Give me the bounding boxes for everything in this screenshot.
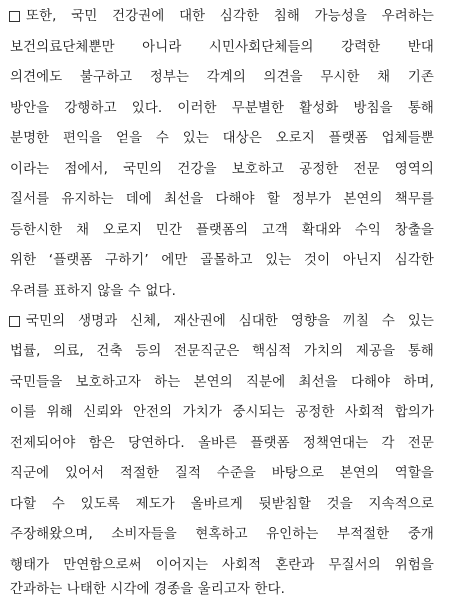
paragraph-line: 다할 수 있도록 제도가 올바르게 뒷받침할 것을 지속적으로 <box>10 497 434 512</box>
paragraph-line: 등한시한 채 오로지 민간 플랫폼의 고객 확대와 수익 창출을 <box>10 223 434 238</box>
paragraph-line: 직군에 있어서 적절한 질적 수준을 바탕으로 본연의 역할을 <box>10 466 434 481</box>
checkbox-bullet-icon <box>9 316 20 327</box>
paragraph-line: 이를 위해 신뢰와 안전의 가치가 중시되는 공정한 사회적 합의가 <box>10 405 434 420</box>
paragraph-line: 이라는 점에서, 국민의 건강을 보호하고 공정한 전문 영역의 <box>10 162 434 177</box>
paragraph-line: 방안을 강행하고 있다. 이러한 무분별한 활성화 방침을 통해 <box>10 101 434 116</box>
paragraph-line: 간과하는 나태한 시각에 경종을 울리고자 한다. <box>10 582 286 597</box>
paragraph-line: 위한 ‘플랫폼 구하기’ 에만 골몰하고 있는 것이 아닌지 심각한 <box>10 253 434 268</box>
paragraph-line: 분명한 편익을 얻을 수 있는 대상은 오로지 플랫폼 업체들뿐 <box>10 131 434 146</box>
paragraph-line: 주장해왔으며, 소비자들을 현혹하고 유인하는 부적절한 중개 <box>10 527 434 542</box>
paragraph-line: 행태가 만연함으로써 이어지는 사회적 혼란과 무질서의 위험을 <box>10 558 434 573</box>
paragraph-line: 의견에도 불구하고 정부는 각계의 의견을 무시한 채 기존 <box>10 70 434 85</box>
paragraph-line: 질서를 유지하는 데에 최선을 다해야 할 정부가 본연의 책무를 <box>10 192 434 207</box>
paragraph-line: 전제되어야 함은 당연하다. 올바른 플랫폼 정책연대는 각 전문 <box>10 436 434 451</box>
paragraph-line: 국민의 생명과 신체, 재산권에 심대한 영향을 끼칠 수 있는 <box>26 314 434 329</box>
paragraph-line: 또한, 국민 건강권에 대한 심각한 침해 가능성을 우려하는 <box>26 9 434 24</box>
paragraph-line: 국민들을 보호하고자 하는 본연의 직분에 최선을 다해야 하며, <box>10 375 434 390</box>
paragraph-line: 우려를 표하지 않을 수 없다. <box>10 284 176 299</box>
paragraph-line: 보건의료단체뿐만 아니라 시민사회단체들의 강력한 반대 <box>10 40 434 55</box>
checkbox-bullet-icon <box>9 11 20 22</box>
paragraph-line: 법률, 의료, 건축 등의 전문직군은 핵심적 가치의 제공을 통해 <box>10 344 434 359</box>
